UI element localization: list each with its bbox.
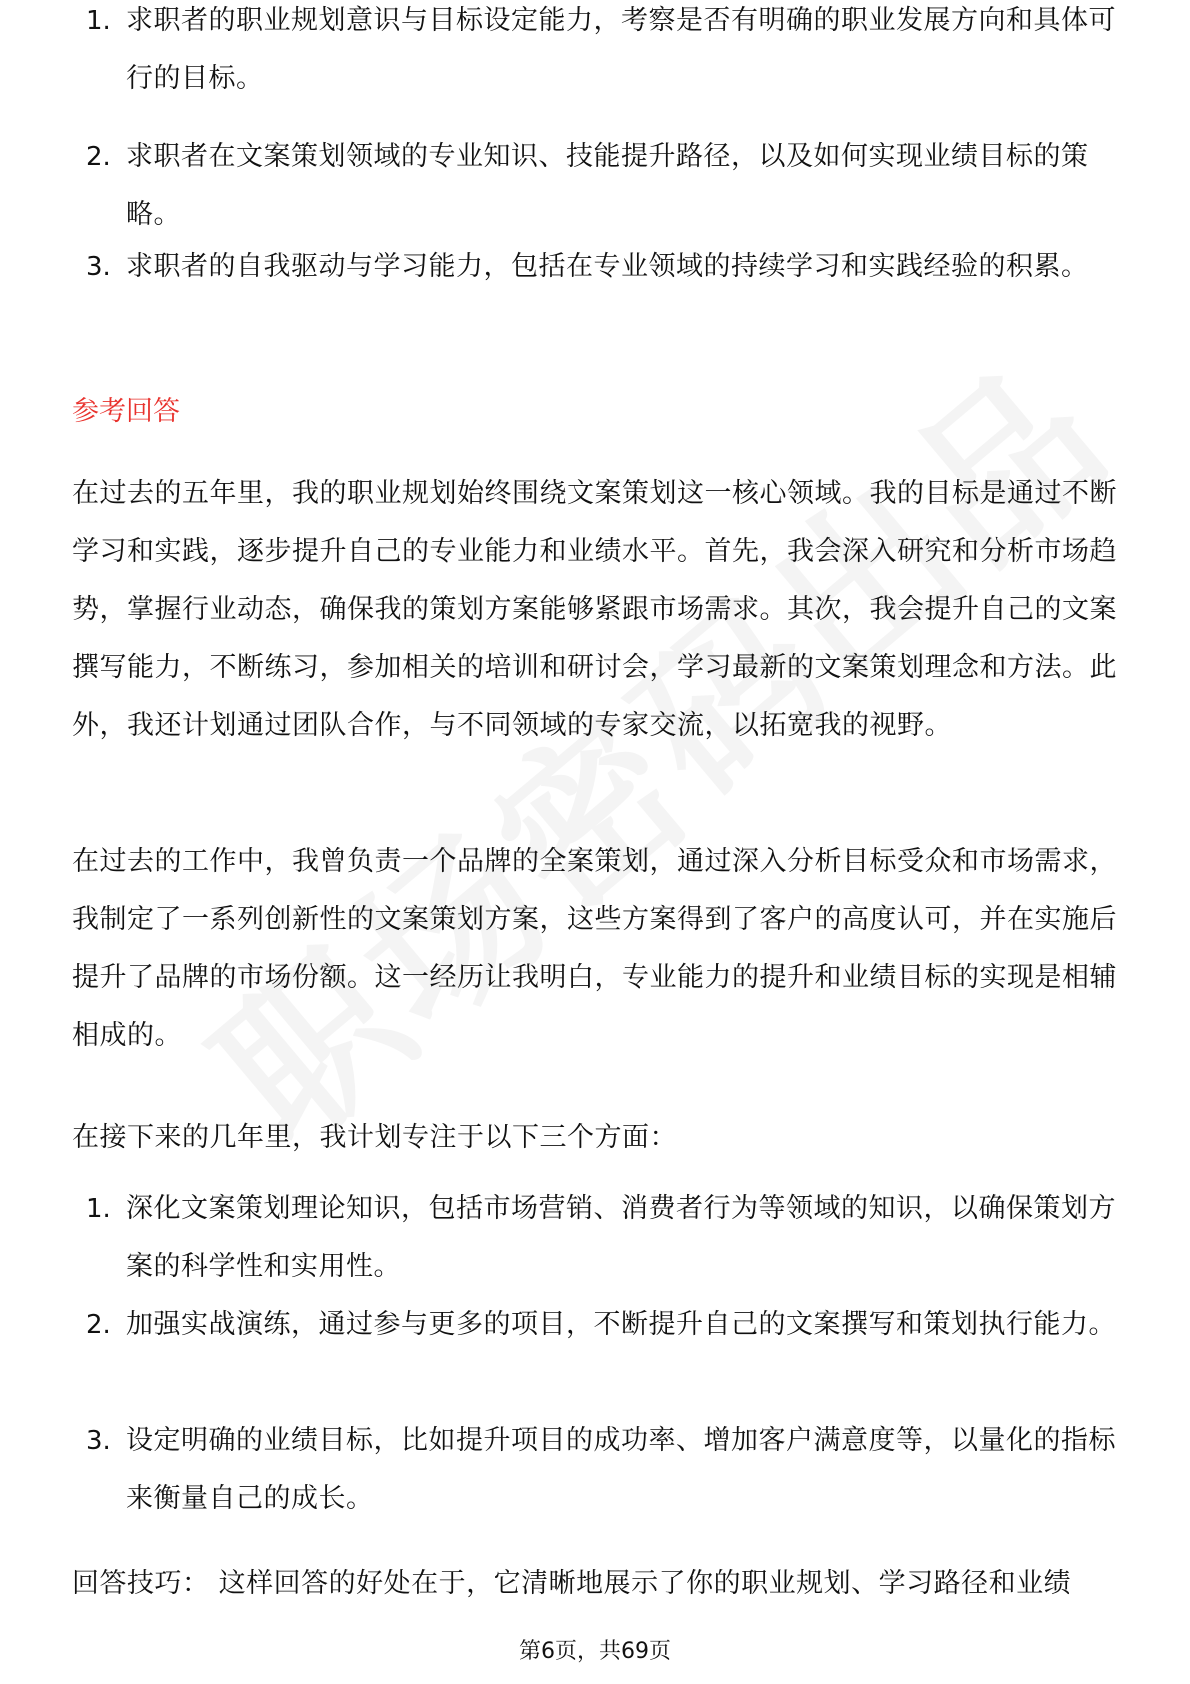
- list-item-text: 求职者的职业规划意识与目标设定能力，考察是否有明确的职业发展方向和具体可行的目标。: [126, 5, 1116, 94]
- tips-paragraph: 回答技巧： 这样回答的好处在于，它清晰地展示了你的职业规划、学习路径和业绩: [72, 1568, 1072, 1599]
- list-item: [0, 238, 1190, 354]
- section-heading: 参考回答: [72, 396, 180, 427]
- list-item: [0, 0, 1190, 112]
- list-item: [0, 1296, 1190, 1412]
- list-item-text: 求职者的自我驱动与学习能力，包括在专业领域的持续学习和实践经验的积累。: [126, 251, 1089, 282]
- list-item-number: 3.: [86, 1426, 111, 1456]
- list-item-number: 1.: [86, 6, 111, 36]
- list-item: [0, 128, 1190, 244]
- list-item-text: 深化文案策划理论知识，包括市场营销、消费者行为等领域的知识，以确保策划方案的科学性和实用性。: [126, 1193, 1116, 1282]
- list-item-number: 1.: [86, 1194, 111, 1224]
- list-item-text: 求职者在文案策划领域的专业知识、技能提升路径，以及如何实现业绩目标的策略。: [126, 141, 1089, 230]
- list-item-text: 设定明确的业绩目标，比如提升项目的成功率、增加客户满意度等，以量化的指标来衡量自己的成长。: [126, 1425, 1116, 1514]
- list-item-number: 2.: [86, 142, 111, 172]
- list-item-text: 加强实战演练，通过参与更多的项目，不断提升自己的文案撰写和策划执行能力。: [126, 1309, 1116, 1340]
- paragraph: 在过去的五年里，我的职业规划始终围绕文案策划这一核心领域。我的目标是通过不断学习和实践，逐步提升自己的专业能力和业绩水平。首先，我会深入研究和分析市场趋势，掌握行业动态，确保我的策划方案能够紧跟市场需求。其次，我会提升自己的文案撰写能力，不断练习，参加相关的培训和研讨会，学习最新的文案策划理念和方法。此外，我还计划通过团队合作，与不同领域的专家交流，以拓宽我的视野。: [72, 478, 1117, 741]
- list-item-number: 2.: [86, 1310, 111, 1340]
- paragraph: 在接下来的几年里，我计划专注于以下三个方面：: [72, 1122, 677, 1153]
- page-number: 第6页，共69页: [519, 1639, 671, 1664]
- paragraph: 在过去的工作中，我曾负责一个品牌的全案策划，通过深入分析目标受众和市场需求，我制定了一系列创新性的文案策划方案，这些方案得到了客户的高度认可，并在实施后提升了品牌的市场份额。这一经历让我明白，专业能力的提升和业绩目标的实现是相辅相成的。: [72, 846, 1117, 1051]
- list-item: [0, 1412, 1190, 1528]
- list-item: [0, 1180, 1190, 1296]
- list-item-number: 3.: [86, 252, 111, 282]
